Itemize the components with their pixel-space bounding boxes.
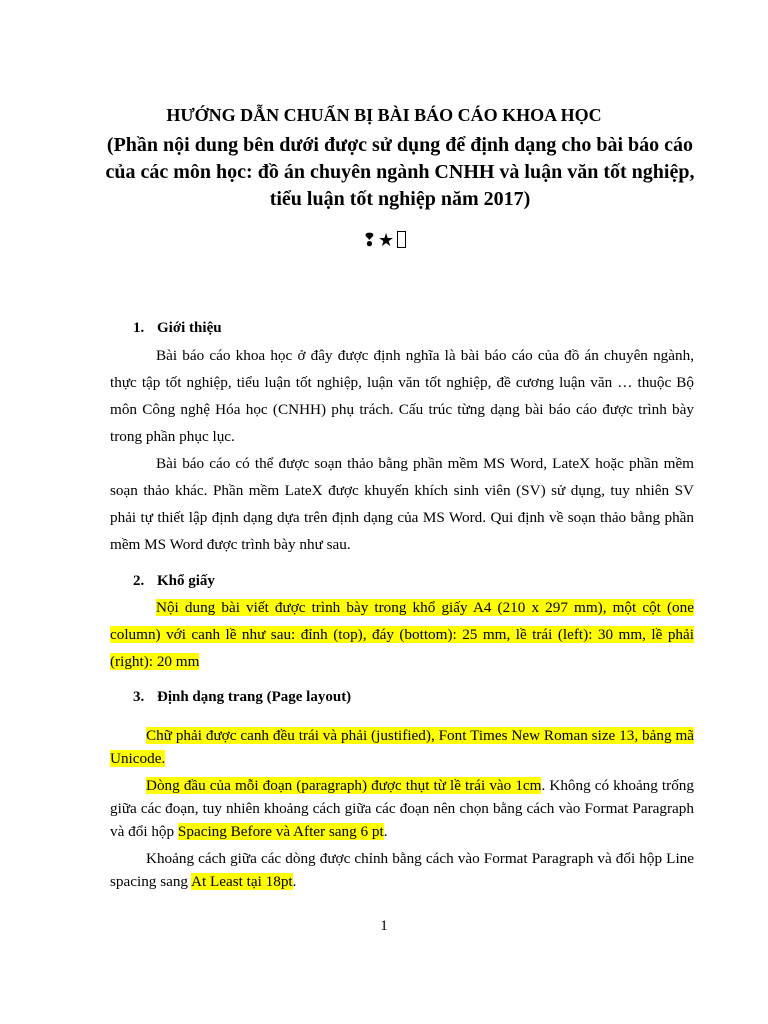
document-subtitle: (Phần nội dung bên dưới được sử dụng để định dạng cho bài báo cáo của các môn học: đồ án chuyên ngành CNHH và luận văn tốt nghiệp, tiểu luận tốt nghiệp năm 2017)	[105, 134, 695, 210]
section-number: 2.	[133, 573, 145, 589]
highlighted-text: Chữ phải được canh đều trái và phải (justified), Font Times New Roman size 13, bảng mã Unicode.	[110, 727, 694, 767]
section-title: Định dạng trang (Page layout)	[157, 689, 352, 705]
paragraph-text: . Không có khoảng trống giữa các đoạn, tuy nhiên khoảng cách giữa các đoạn nên chọn bằng cách vào Format Paragraph và đổi hộp	[110, 777, 694, 840]
paragraph-page-layout-1	[110, 724, 694, 770]
star-ornament-icon: ★	[377, 230, 396, 251]
section-title: Khổ giấy	[157, 573, 215, 589]
paragraph-text: Khoảng cách giữa các dòng được chỉnh bằng cách vào Format Paragraph và đổi hộp Line spacing sang	[110, 850, 694, 890]
highlighted-text: Dòng đầu của mỗi đoạn (paragraph) được thụt từ lề trái vào 1cm	[146, 777, 542, 794]
paragraph-paper-size	[110, 594, 694, 675]
section-number: 3.	[133, 689, 145, 705]
section-heading-introduction	[133, 318, 222, 338]
section-number: 1.	[133, 320, 145, 336]
paragraph-introduction-2: Bài báo cáo có thể được soạn thảo bằng phần mềm MS Word, LateX hoặc phần mềm soạn thảo khác. Phần mềm LateX được khuyến khích sinh viên (SV) sử dụng, tuy nhiên SV phải tự thiết lập định dạng dựa trên định dạng của MS Word. Qui định về soạn thảo bằng phần mềm MS Word được trình bày như sau.	[110, 455, 694, 553]
paragraph-text: .	[383, 823, 388, 840]
highlighted-text: At Least tại 18pt	[191, 873, 293, 890]
paragraph-text: .	[292, 873, 297, 890]
paragraph-page-layout-3	[110, 847, 694, 893]
paragraph-page-layout-2	[110, 774, 694, 843]
document-title: HƯỚNG DẪN CHUẨN BỊ BÀI BÁO CÁO KHOA HỌC	[166, 105, 602, 125]
section-title: Giới thiệu	[157, 320, 222, 336]
page-number: 1	[380, 918, 388, 934]
ornament-glyphs	[0, 229, 768, 253]
exclamation-ornament-icon: ❢	[361, 230, 378, 251]
highlighted-text: Nội dung bài viết được trình bày trong khổ giấy A4 (210 x 297 mm), một cột (one column) với canh lề như sau: đỉnh (top), đáy (bottom): 25 mm, lề trái (left): 30 mm, lề phải (right): 20 mm	[110, 599, 694, 670]
section-heading-page-layout	[133, 687, 351, 707]
paragraph-introduction-1: Bài báo cáo khoa học ở đây được định nghĩa là bài báo cáo của đồ án chuyên ngành, thực tập tốt nghiệp, tiểu luận tốt nghiệp, luận văn tốt nghiệp, đề cương luận văn … thuộc Bộ môn Công nghệ Hóa học (CNHH) phụ trách. Cấu trúc từng dạng bài báo cáo được trình bày trong phần phục lục.	[110, 347, 694, 445]
highlighted-text: Spacing Before và After sang 6 pt	[177, 823, 384, 840]
section-heading-paper-size	[133, 571, 215, 591]
box-ornament-icon	[397, 231, 406, 248]
